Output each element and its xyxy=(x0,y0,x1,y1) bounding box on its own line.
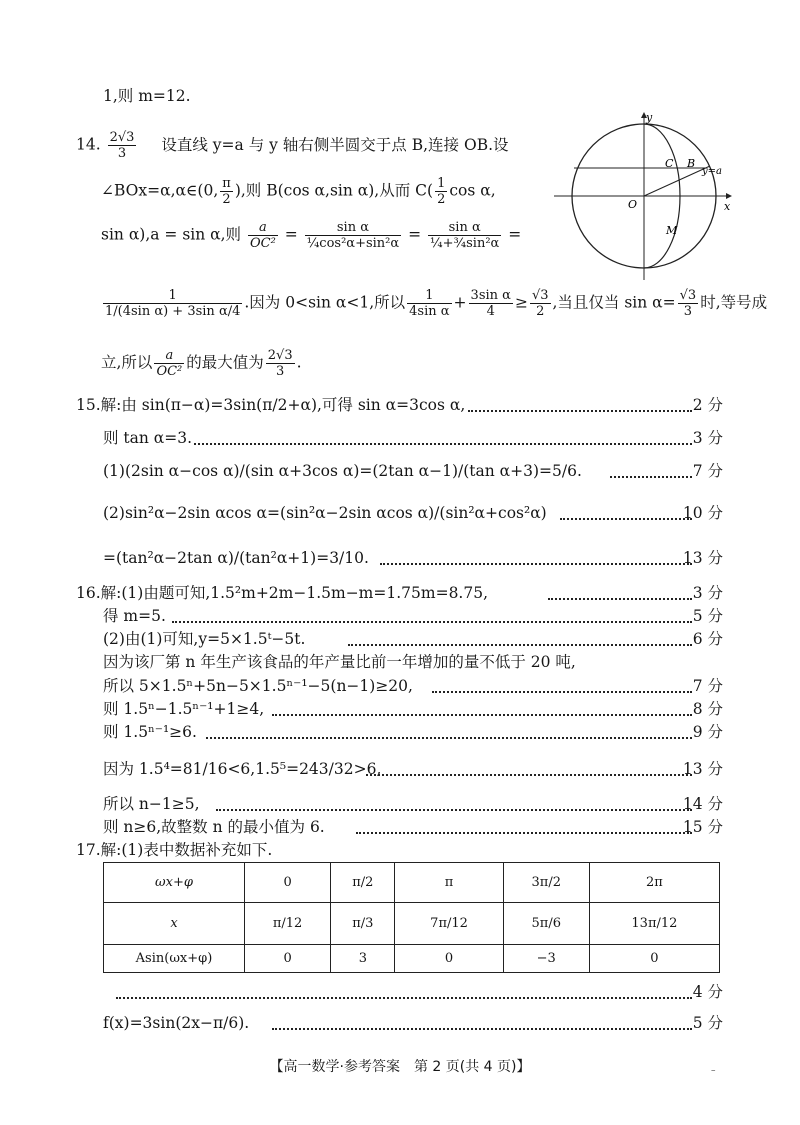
p15-score5: 13 分 xyxy=(682,549,723,567)
table-cell: π/2 xyxy=(331,863,395,903)
p16-score5: 7 分 xyxy=(692,677,723,695)
p15-line4: (2)sin²α−2sin αcos α=(sin²α−2sin αcos α)/(sin²α+cos²α) xyxy=(103,504,547,522)
label-C: C xyxy=(665,157,674,170)
unit-circle-figure xyxy=(552,110,734,282)
p14-line2: ∠BOx=α,α∈(0, $\frac{\pi}{2}$ ),则 B(cos α,sin α),从而 C( $\frac{1}{2}$ cos α, xyxy=(101,176,496,207)
table-cell: 3 xyxy=(331,945,395,973)
dot-leader xyxy=(366,774,692,776)
p16-score8: 13 分 xyxy=(682,760,723,778)
p16-score10: 15 分 xyxy=(682,818,723,836)
label-O: O xyxy=(628,198,638,211)
table-cell: x xyxy=(104,903,245,945)
dot-leader xyxy=(432,691,692,693)
p14-number: 14. xyxy=(76,135,101,154)
table-cell: π xyxy=(395,863,503,903)
table-cell: 2π xyxy=(589,863,719,903)
p17-line2: f(x)=3sin(2x−π/6). xyxy=(103,1014,250,1032)
label-B: B xyxy=(687,157,696,170)
table-cell: 13π/12 xyxy=(589,903,719,945)
p15-score3: 7 分 xyxy=(692,462,723,480)
p16-line6: 则 1.5ⁿ−1.5ⁿ⁻¹+1≥4, xyxy=(103,700,265,718)
dot-leader xyxy=(348,644,692,646)
dot-leader xyxy=(272,1028,692,1030)
p14-header xyxy=(76,130,509,161)
p15-score4: 10 分 xyxy=(682,504,723,522)
p16-line7: 则 1.5ⁿ⁻¹≥6. xyxy=(103,723,197,741)
dot-leader xyxy=(356,832,692,834)
dot-leader xyxy=(380,563,692,565)
table-cell: ωx+φ xyxy=(104,863,245,903)
segment-OB xyxy=(644,166,710,196)
p15-score1: 2 分 xyxy=(692,396,723,414)
p16-line1: 16.解:(1)由题可知,1.5²m+2m−1.5m−m=1.75m=8.75, xyxy=(76,584,489,602)
label-y: y xyxy=(646,111,653,124)
p16-line5: 所以 5×1.5ⁿ+5n−5×1.5ⁿ⁻¹−5(n−1)≥20, xyxy=(103,677,413,695)
p15-line3: (1)(2sin α−cos α)/(sin α+3cos α)=(2tan α−1)/(tan α+3)=5/6. xyxy=(103,462,582,480)
dot-leader xyxy=(272,714,692,716)
table-cell: π/12 xyxy=(245,903,331,945)
dot-leader xyxy=(468,410,692,412)
p16-line2: 得 m=5. xyxy=(103,607,166,625)
p16-score2: 5 分 xyxy=(692,607,723,625)
table-cell: Asin(ωx+φ) xyxy=(104,945,245,973)
value-table xyxy=(103,862,720,973)
table-cell: 0 xyxy=(395,945,503,973)
p16-score1: 3 分 xyxy=(692,584,723,602)
p16-line10: 则 n≥6,故整数 n 的最小值为 6. xyxy=(103,818,325,836)
p16-score3: 6 分 xyxy=(692,630,723,648)
p15-line5: =(tan²α−2tan α)/(tan²α+1)=3/10. xyxy=(103,549,369,567)
corner-mark: – xyxy=(711,1066,716,1076)
p16-line4: 因为该厂第 n 年生产该食品的年产量比前一年增加的量不低于 20 吨, xyxy=(103,653,576,671)
table-cell: 3π/2 xyxy=(503,863,589,903)
p15-line1: 15.解:由 sin(π−α)=3sin(π/2+α),可得 sin α=3cos α, xyxy=(76,396,466,414)
p15-score2: 3 分 xyxy=(692,429,723,447)
table-cell: 0 xyxy=(589,945,719,973)
table-cell: −3 xyxy=(503,945,589,973)
dot-leader xyxy=(116,997,692,999)
table-cell: 0 xyxy=(245,863,331,903)
label-x: x xyxy=(724,200,731,213)
p14-line4: $\frac{1}{\text{1/(4sin α) + 3sin α/4}}$ .因为 0<sin α<1,所以 $\frac{1}{\text{4sin α}}$ + $\frac{\text{3sin α}}{4}$ ≥ $\frac{√3}{2}$ ,当且仅当 sin α= $\frac{√3}{3}$ 时,等号成 xyxy=(105,288,768,319)
table-cell: 7π/12 xyxy=(395,903,503,945)
p15-line2: 则 tan α=3. xyxy=(103,429,193,447)
p14-line5: 立,所以 $\frac{a}{\text{OC²}}$ 的最大值为 $\frac{2√3}{3}$ . xyxy=(101,348,302,379)
p14-answer: $\frac{2√3}{3}$ xyxy=(109,130,135,161)
table-cell: 0 xyxy=(245,945,331,973)
p14-line1: 设直线 y=a 与 y 轴右侧半圆交于点 B,连接 OB.设 xyxy=(161,135,509,154)
dot-leader xyxy=(194,443,692,445)
p16-score7: 9 分 xyxy=(692,723,723,741)
table-row xyxy=(104,863,720,903)
page-footer: 【高一数学·参考答案 第 2 页(共 4 页)】 xyxy=(269,1059,531,1075)
p16-line9: 所以 n−1≥5, xyxy=(103,795,200,813)
dot-leader xyxy=(206,737,692,739)
label-line: y=a xyxy=(702,166,722,177)
dot-leader xyxy=(216,809,692,811)
p17-score-table: 4 分 xyxy=(692,983,723,1001)
table-row xyxy=(104,945,720,973)
p14-line3: sin α),a = sin α,则 $\frac{a}{\text{OC²}}$ = $\frac{\text{sin α}}{\text{¼cos²α+sin²α}}$ = $\frac{\text{sin α}}{\text{¼+¾sin²α}}$ = xyxy=(101,220,522,251)
p16-score6: 8 分 xyxy=(692,700,723,718)
label-M: M xyxy=(666,224,678,237)
table-cell: π/3 xyxy=(331,903,395,945)
p17-line1: 17.解:(1)表中数据补充如下. xyxy=(76,841,273,859)
p16-line8: 因为 1.5⁴=81/16<6,1.5⁵=243/32>6, xyxy=(103,760,382,778)
dot-leader xyxy=(172,621,692,623)
table-row xyxy=(104,903,720,945)
p16-line3: (2)由(1)可知,y=5×1.5ᵗ−5t. xyxy=(103,630,306,648)
table-cell: 5π/6 xyxy=(503,903,589,945)
p13-end: 1,则 m=12. xyxy=(103,87,191,105)
p17-score2: 5 分 xyxy=(692,1014,723,1032)
x-axis-arrow xyxy=(726,193,732,199)
p16-score9: 14 分 xyxy=(682,795,723,813)
